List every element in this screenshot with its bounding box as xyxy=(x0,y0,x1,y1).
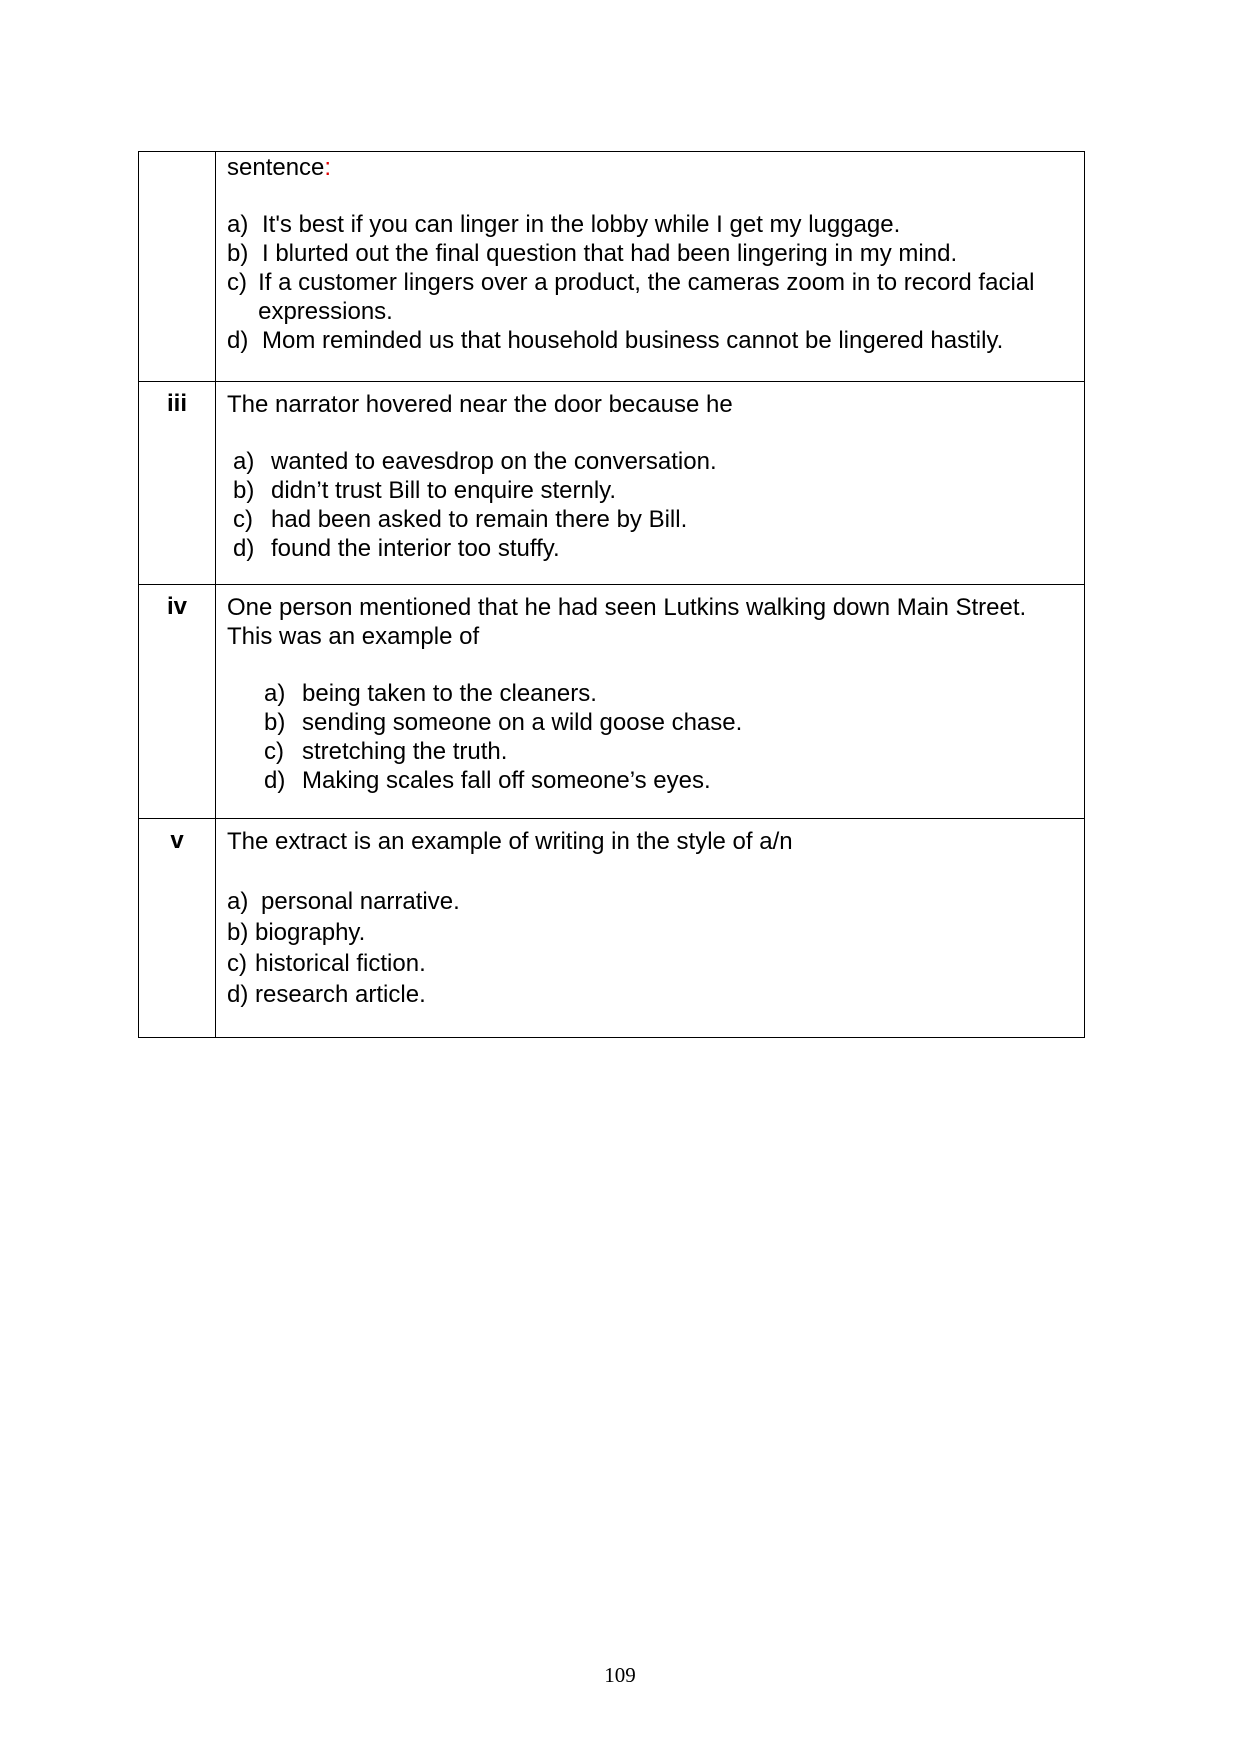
option-text: wanted to eavesdrop on the conversation. xyxy=(271,448,717,475)
option-text: stretching the truth. xyxy=(302,738,508,765)
question-body xyxy=(216,585,1085,819)
option-item xyxy=(227,980,1074,1009)
stem-colon: : xyxy=(324,154,332,181)
option-list xyxy=(264,679,1074,795)
option-item xyxy=(233,505,1074,534)
option-item xyxy=(233,534,1074,563)
question-number: iv xyxy=(139,585,216,819)
option-item xyxy=(227,949,1074,978)
option-label: b) xyxy=(264,709,286,736)
option-text: found the interior too stuffy. xyxy=(271,535,560,562)
question-number xyxy=(139,152,216,382)
question-table xyxy=(138,151,1085,1038)
option-item xyxy=(233,447,1074,476)
option-label: b) xyxy=(227,240,249,267)
option-text: Making scales fall off someone’s eyes. xyxy=(302,767,711,794)
option-text: being taken to the cleaners. xyxy=(302,680,597,707)
option-list xyxy=(227,210,1074,355)
page-number: 109 xyxy=(604,1663,636,1687)
question-number: v xyxy=(139,819,216,1038)
option-list xyxy=(233,447,1074,563)
option-text: sending someone on a wild goose chase. xyxy=(302,709,743,736)
option-text: didn’t trust Bill to enquire sternly. xyxy=(271,477,617,504)
option-label: c) xyxy=(233,506,253,533)
question-row-iv xyxy=(139,585,1085,819)
option-item xyxy=(264,708,1074,737)
question-body xyxy=(216,819,1085,1038)
option-item xyxy=(227,887,1074,916)
option-list xyxy=(227,887,1074,1009)
option-text: historical fiction. xyxy=(255,950,426,977)
question-body xyxy=(216,152,1085,382)
question-stem: The extract is an example of writing in the style of a/n xyxy=(227,828,793,855)
option-text: If a customer lingers over a product, the cameras zoom in to record facial expressions. xyxy=(258,269,1035,325)
option-label: c) xyxy=(227,950,247,977)
option-label: d) xyxy=(233,535,255,562)
option-text: It's best if you can linger in the lobby while I get my luggage. xyxy=(262,211,901,238)
option-text: had been asked to remain there by Bill. xyxy=(271,506,688,533)
option-label: c) xyxy=(227,269,247,296)
option-item xyxy=(227,918,1074,947)
question-body xyxy=(216,382,1085,585)
option-label: b) xyxy=(233,477,255,504)
question-stem: The narrator hovered near the door because he xyxy=(227,391,733,418)
question-stem: One person mentioned that he had seen Lutkins walking down Main Street. This was an example of xyxy=(227,594,1027,650)
option-label: a) xyxy=(264,680,286,707)
question-stem xyxy=(227,153,1074,182)
question-row-v xyxy=(139,819,1085,1038)
option-item xyxy=(264,737,1074,766)
option-item xyxy=(227,210,1074,239)
option-label: c) xyxy=(264,738,284,765)
option-text: biography. xyxy=(255,919,366,946)
option-label: b) xyxy=(227,919,249,946)
option-item xyxy=(227,239,1074,268)
option-label: a) xyxy=(227,211,249,238)
option-label: d) xyxy=(264,767,286,794)
option-text: I blurted out the final question that had been lingering in my mind. xyxy=(262,240,958,267)
option-item xyxy=(264,679,1074,708)
question-row-iii xyxy=(139,382,1085,585)
option-item xyxy=(233,476,1074,505)
option-item xyxy=(264,766,1074,795)
question-number: iii xyxy=(139,382,216,585)
stem-text: sentence xyxy=(227,154,325,181)
option-text: research article. xyxy=(255,981,426,1008)
option-label: d) xyxy=(227,327,249,354)
option-text: personal narrative. xyxy=(261,888,460,915)
option-label: a) xyxy=(227,888,249,915)
option-item xyxy=(227,326,1074,355)
option-item xyxy=(227,268,1074,326)
option-text: Mom reminded us that household business cannot be lingered hastily. xyxy=(262,327,1004,354)
option-label: d) xyxy=(227,981,249,1008)
question-row-continued xyxy=(139,152,1085,382)
option-label: a) xyxy=(233,448,255,475)
